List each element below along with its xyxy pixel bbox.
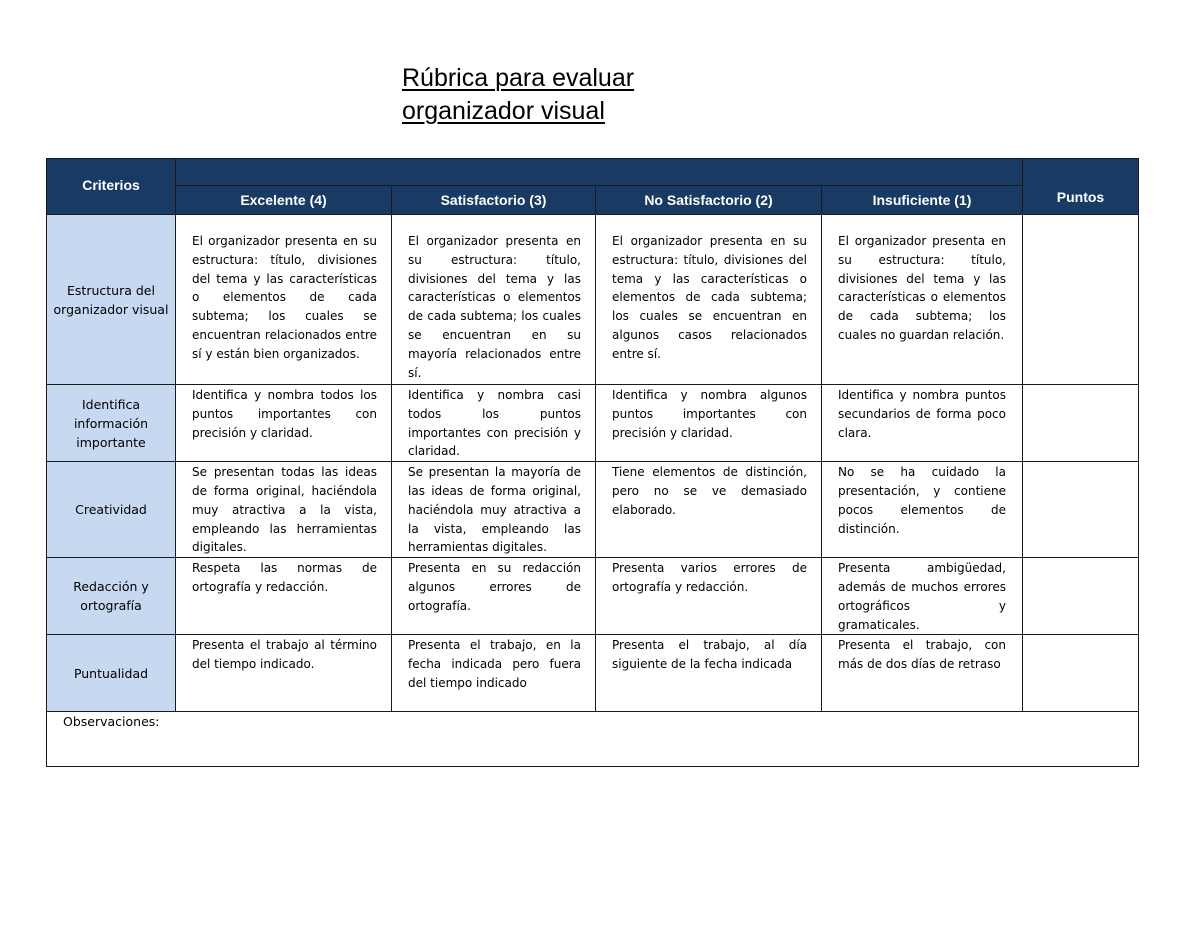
- rubric-cell: El organizador presenta en su estructura: título, divisiones del tema y las características o elementos de cada subtema; los cuales no guardan relación.: [822, 215, 1023, 385]
- document-title: [402, 62, 634, 128]
- rubric-cell: Presenta el trabajo al término del tiempo indicado.: [176, 635, 392, 712]
- criterion-label: Puntualidad: [47, 635, 176, 712]
- header-row-top: [47, 159, 1139, 186]
- table-row: [47, 462, 1139, 558]
- header-levels-band: [176, 159, 1023, 186]
- rubric-table: [46, 158, 1139, 767]
- rubric-cell: Presenta el trabajo, al día siguiente de la fecha indicada: [596, 635, 822, 712]
- header-row-levels: [47, 186, 1139, 215]
- rubric-cell: Identifica y nombra puntos secundarios de forma poco clara.: [822, 385, 1023, 462]
- rubric-cell: Presenta el trabajo, con más de dos días de retraso: [822, 635, 1023, 712]
- table-row: [47, 635, 1139, 712]
- header-level-satisfactorio: Satisfactorio (3): [392, 186, 596, 215]
- criterion-label: Identifica información importante: [47, 385, 176, 462]
- points-cell: [1023, 558, 1139, 635]
- rubric-cell: El organizador presenta en su estructura: título, divisiones del tema y las características o elementos de cada subtema; los cuales se encuentran en su mayoría relacionados entre sí.: [392, 215, 596, 385]
- observaciones-label: Observaciones:: [47, 712, 1139, 767]
- points-cell: [1023, 462, 1139, 558]
- criterion-label: Creatividad: [47, 462, 176, 558]
- points-cell: [1023, 215, 1139, 385]
- table-row: [47, 385, 1139, 462]
- rubric-cell: Se presentan la mayoría de las ideas de forma original, haciéndola muy atractiva a la vista, empleando las herramientas digitales.: [392, 462, 596, 558]
- header-criterios: Criterios: [47, 159, 176, 215]
- rubric-cell: Identifica y nombra todos los puntos importantes con precisión y claridad.: [176, 385, 392, 462]
- table-row: [47, 558, 1139, 635]
- rubric-cell: Presenta el trabajo, en la fecha indicada pero fuera del tiempo indicado: [392, 635, 596, 712]
- title-line-2: organizador visual: [402, 97, 605, 125]
- header-puntos: Puntos: [1023, 159, 1139, 215]
- header-level-insuficiente: Insuficiente (1): [822, 186, 1023, 215]
- rubric-cell: Respeta las normas de ortografía y redacción.: [176, 558, 392, 635]
- rubric-cell: Identifica y nombra casi todos los puntos importantes con precisión y claridad.: [392, 385, 596, 462]
- rubric-cell: El organizador presenta en su estructura: título, divisiones del tema y las características o elementos de cada subtema; los cuales se encuentran relacionados entre sí y están bien organizados.: [176, 215, 392, 385]
- title-line-1: Rúbrica para evaluar: [402, 64, 635, 92]
- rubric-cell: Presenta ambigüedad, además de muchos errores ortográficos y gramaticales.: [822, 558, 1023, 635]
- criterion-label: Estructura del organizador visual: [47, 215, 176, 385]
- rubric-cell: Tiene elementos de distinción, pero no se ve demasiado elaborado.: [596, 462, 822, 558]
- header-level-excelente: Excelente (4): [176, 186, 392, 215]
- header-level-no-satisfactorio: No Satisfactorio (2): [596, 186, 822, 215]
- points-cell: [1023, 385, 1139, 462]
- table-row: [47, 215, 1139, 385]
- criterion-label: Redacción y ortografía: [47, 558, 176, 635]
- rubric-cell: No se ha cuidado la presentación, y contiene pocos elementos de distinción.: [822, 462, 1023, 558]
- observations-row: [47, 712, 1139, 767]
- rubric-cell: Identifica y nombra algunos puntos importantes con precisión y claridad.: [596, 385, 822, 462]
- rubric-cell: Se presentan todas las ideas de forma original, haciéndola muy atractiva a la vista, empleando las herramientas digitales.: [176, 462, 392, 558]
- rubric-cell: El organizador presenta en su estructura: título, divisiones del tema y las características o elementos de cada subtema; los cuales se encuentran en algunos casos relacionados entre sí.: [596, 215, 822, 385]
- points-cell: [1023, 635, 1139, 712]
- rubric-cell: Presenta varios errores de ortografía y redacción.: [596, 558, 822, 635]
- rubric-cell: Presenta en su redacción algunos errores de ortografía.: [392, 558, 596, 635]
